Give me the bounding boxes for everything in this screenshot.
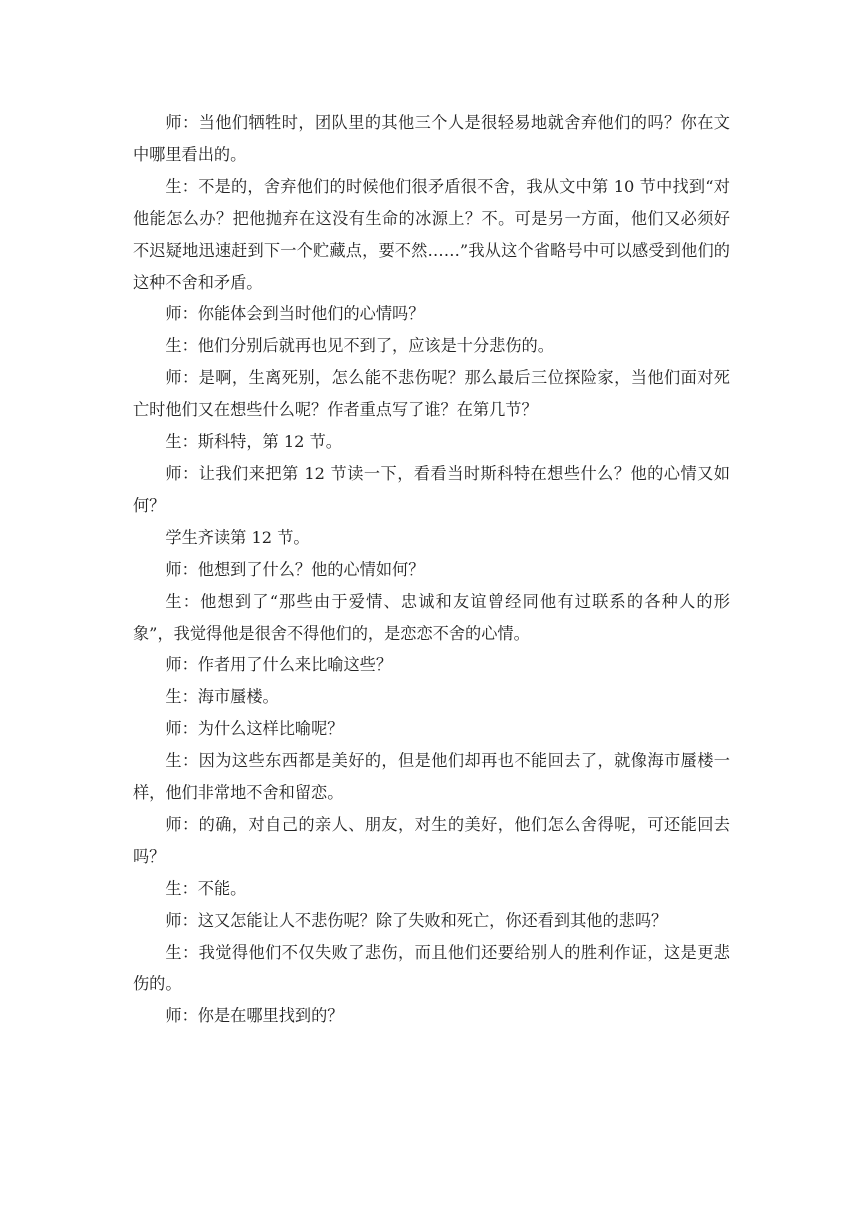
paragraph: 师：作者用了什么来比喻这些？: [165, 655, 393, 675]
paragraph: 师：的确，对自己的亲人、朋友，对生的美好，他们怎么舍得呢，可还能回去吗？: [133, 814, 730, 866]
paragraph: 师：这又怎能让人不悲伤呢？除了失败和死亡，你还看到其他的悲吗？: [165, 910, 668, 930]
paragraph: 师：是啊，生离死别，怎么能不悲伤呢？那么最后三位探险家，当他们面对死亡时他们又在想些什么呢？作者重点写了谁？在第几节？: [133, 368, 730, 420]
paragraph: 生：不能。: [165, 878, 247, 898]
paragraph: 师：你能体会到当时他们的心情吗？: [165, 304, 425, 324]
paragraph: 师：当他们牺牲时，团队里的其他三个人是很轻易地就舍弃他们的吗？你在文中哪里看出的。: [133, 113, 730, 164]
paragraph: 学生齐读第 12 节。: [165, 527, 310, 547]
paragraph: 师：为什么这样比喻呢？: [165, 719, 344, 739]
paragraph: 师：你是在哪里找到的？: [165, 1006, 344, 1026]
paragraph: 师：他想到了什么？他的心情如何？: [165, 559, 425, 579]
paragraph: 生：斯科特，第 12 节。: [165, 432, 342, 452]
paragraph: 生：他想到了“那些由于爱情、忠诚和友谊曾经同他有过联系的各种人的形象”，我觉得他是很舍不得他们的，是恋恋不舍的心情。: [133, 591, 730, 643]
paragraph: 生：因为这些东西都是美好的，但是他们却再也不能回去了，就像海市蜃楼一样，他们非常地不舍和留恋。: [133, 751, 730, 803]
paragraph: 生：他们分别后就再也见不到了，应该是十分悲伤的。: [165, 336, 554, 356]
document-body: [133, 107, 730, 1032]
paragraph: 生：海市蜃楼。: [165, 687, 279, 707]
paragraph: 师：让我们来把第 12 节读一下，看看当时斯科特在想些什么？他的心情又如何？: [133, 463, 730, 515]
paragraph: 生：我觉得他们不仅失败了悲伤，而且他们还要给别人的胜利作证，这是更悲伤的。: [133, 942, 730, 994]
paragraph: 生：不是的，舍弃他们的时候他们很矛盾很不舍，我从文中第 10 节中找到“对他能怎么办？把他抛弃在这没有生命的冰源上？不。可是另一方面，他们又必须好不迟疑地迅速赶到下一个贮藏点，要不然……”我从这个省略号中可以感受到他们的这种不舍和矛盾。: [133, 176, 730, 292]
